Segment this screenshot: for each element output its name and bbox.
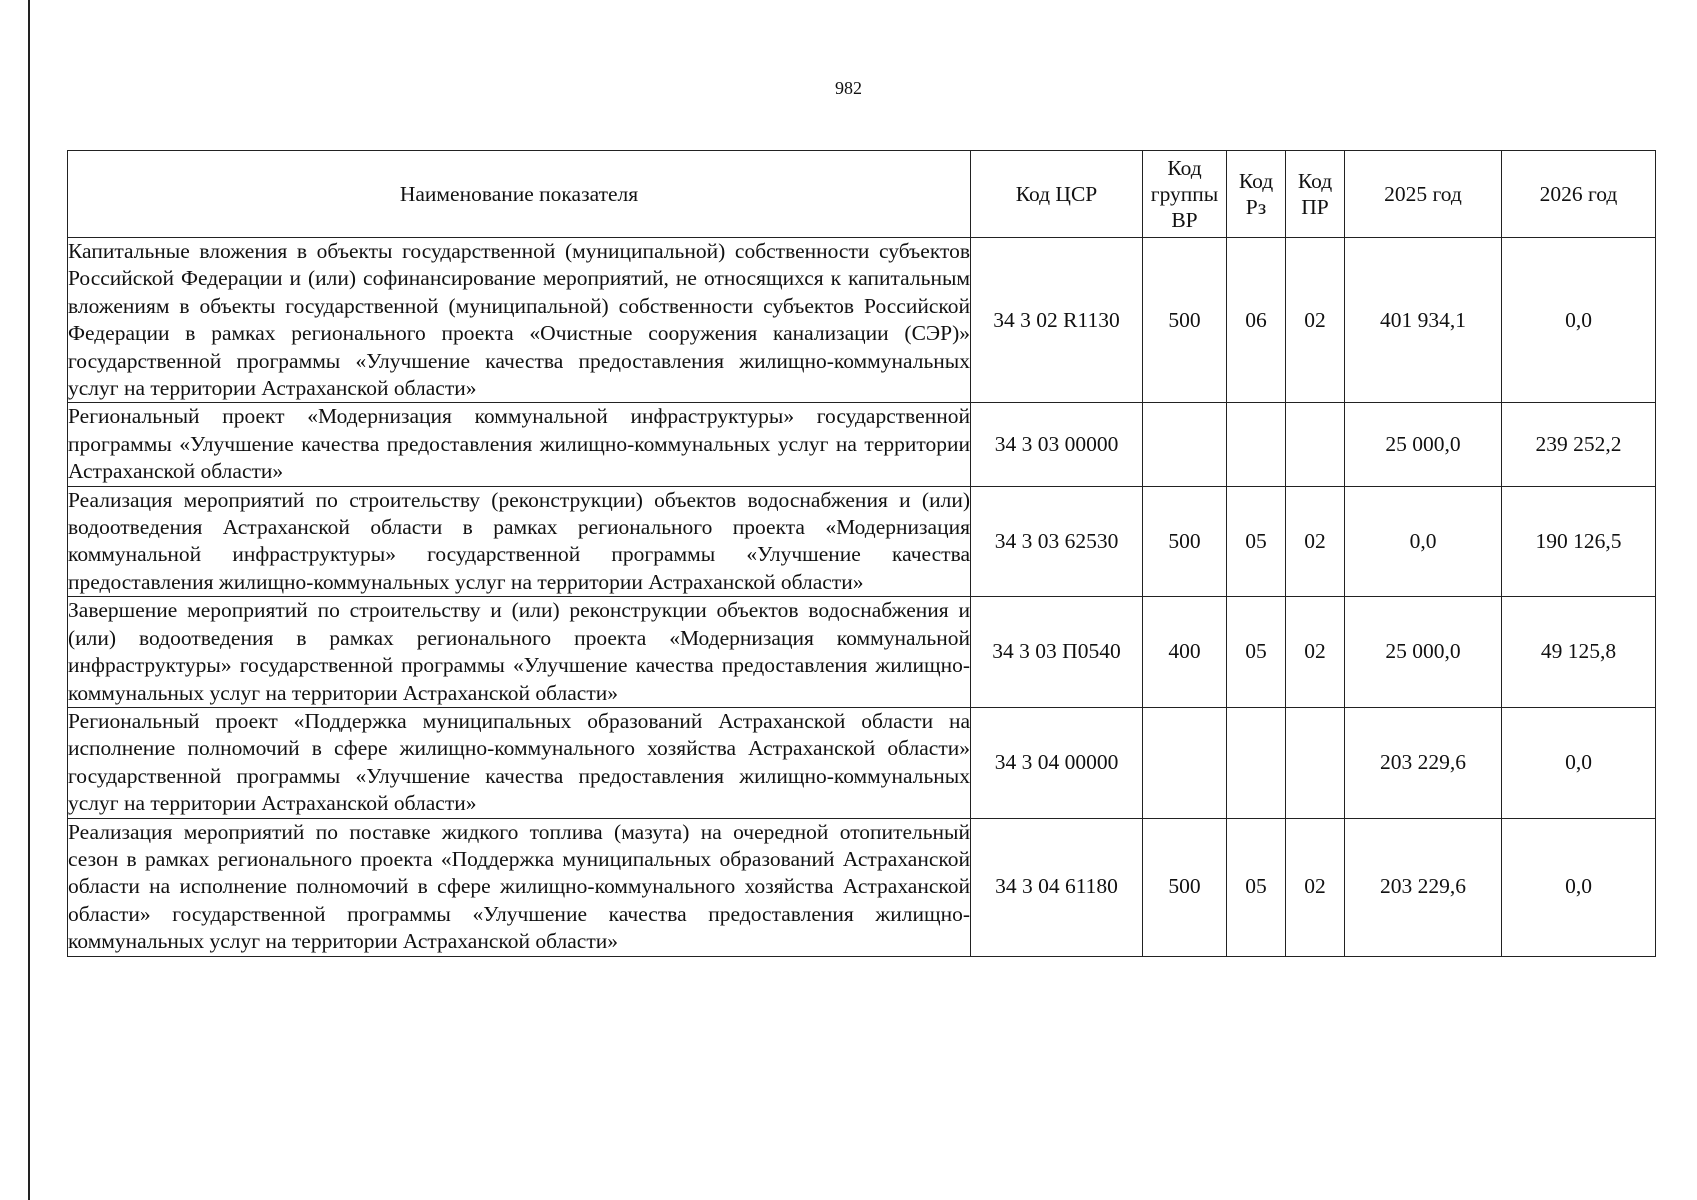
binding-margin-line xyxy=(28,0,30,1200)
row-pr-code: 02 xyxy=(1286,818,1345,956)
row-amount-2026: 190 126,5 xyxy=(1502,486,1656,597)
table-row xyxy=(68,707,1656,818)
row-rz-code xyxy=(1227,707,1286,818)
row-pr-code xyxy=(1286,403,1345,486)
row-amount-2025: 203 229,6 xyxy=(1345,818,1502,956)
budget-table xyxy=(67,150,1656,957)
table-row xyxy=(68,238,1656,403)
row-csr-code: 34 3 02 R1130 xyxy=(971,238,1143,403)
header-csr-code: Код ЦСР xyxy=(971,151,1143,238)
header-2025: 2025 год xyxy=(1345,151,1502,238)
table-row xyxy=(68,403,1656,486)
row-amount-2025: 401 934,1 xyxy=(1345,238,1502,403)
row-vr-code: 500 xyxy=(1143,818,1227,956)
row-name: Реализация мероприятий по поставке жидкого топлива (мазута) на очередной отопительный сезон в рамках регионального проекта «Поддержка муниципальных образований Астраханской области на исполнение полномочий в сфере жилищно-коммунального хозяйства Астраханской области» государственной программы «Улучшение качества предоставления жилищно-коммунальных услуг на территории Астраханской области» xyxy=(68,818,971,956)
row-amount-2025: 203 229,6 xyxy=(1345,707,1502,818)
row-pr-code xyxy=(1286,707,1345,818)
row-rz-code: 05 xyxy=(1227,597,1286,708)
row-amount-2026: 49 125,8 xyxy=(1502,597,1656,708)
row-amount-2025: 25 000,0 xyxy=(1345,403,1502,486)
row-name: Региональный проект «Модернизация коммунальной инфраструктуры» государственной программы «Улучшение качества предоставления жилищно-коммунальных услуг на территории Астраханской области» xyxy=(68,403,971,486)
row-csr-code: 34 3 04 61180 xyxy=(971,818,1143,956)
row-amount-2026: 0,0 xyxy=(1502,707,1656,818)
row-csr-code: 34 3 04 00000 xyxy=(971,707,1143,818)
row-rz-code: 05 xyxy=(1227,818,1286,956)
header-vr-code: Код группы ВР xyxy=(1143,151,1227,238)
header-rz-code: Код Рз xyxy=(1227,151,1286,238)
header-row xyxy=(68,151,1656,238)
row-csr-code: 34 3 03 00000 xyxy=(971,403,1143,486)
header-name: Наименование показателя xyxy=(68,151,971,238)
header-pr-code: Код ПР xyxy=(1286,151,1345,238)
row-pr-code: 02 xyxy=(1286,597,1345,708)
row-vr-code xyxy=(1143,707,1227,818)
row-vr-code: 500 xyxy=(1143,238,1227,403)
row-vr-code xyxy=(1143,403,1227,486)
row-csr-code: 34 3 03 П0540 xyxy=(971,597,1143,708)
row-amount-2025: 25 000,0 xyxy=(1345,597,1502,708)
page-number: 982 xyxy=(835,78,862,98)
row-amount-2026: 0,0 xyxy=(1502,238,1656,403)
row-amount-2026: 0,0 xyxy=(1502,818,1656,956)
row-name: Региональный проект «Поддержка муниципальных образований Астраханской области на исполнение полномочий в сфере жилищно-коммунального хозяйства Астраханской области» государственной программы «Улучшение качества предоставления жилищно-коммунальных услуг на территории Астраханской области» xyxy=(68,707,971,818)
row-rz-code: 06 xyxy=(1227,238,1286,403)
table-row xyxy=(68,597,1656,708)
header-2026: 2026 год xyxy=(1502,151,1656,238)
row-pr-code: 02 xyxy=(1286,238,1345,403)
row-rz-code xyxy=(1227,403,1286,486)
row-rz-code: 05 xyxy=(1227,486,1286,597)
row-vr-code: 500 xyxy=(1143,486,1227,597)
row-amount-2026: 239 252,2 xyxy=(1502,403,1656,486)
row-csr-code: 34 3 03 62530 xyxy=(971,486,1143,597)
row-pr-code: 02 xyxy=(1286,486,1345,597)
row-name: Капитальные вложения в объекты государственной (муниципальной) собственности субъектов Российской Федерации и (или) софинансирование мероприятий, не относящихся к капитальным вложениям в объекты государственной (муниципальной) собственности субъектов Российской Федерации в рамках регионального проекта «Очистные сооружения канализации (СЭР)» государственной программы «Улучшение качества предоставления жилищно-коммунальных услуг на территории Астраханской области» xyxy=(68,238,971,403)
row-name: Реализация мероприятий по строительству (реконструкции) объектов водоснабжения и (или) водоотведения Астраханской области в рамках регионального проекта «Модернизация коммунальной инфраструктуры» государственной программы «Улучшение качества предоставления жилищно-коммунальных услуг на территории Астраханской области» xyxy=(68,486,971,597)
table-row xyxy=(68,486,1656,597)
row-name: Завершение мероприятий по строительству и (или) реконструкции объектов водоснабжения и (или) водоотведения в рамках регионального проекта «Модернизация коммунальной инфраструктуры» государственной программы «Улучшение качества предоставления жилищно-коммунальных услуг на территории Астраханской области» xyxy=(68,597,971,708)
row-vr-code: 400 xyxy=(1143,597,1227,708)
table-row xyxy=(68,818,1656,956)
row-amount-2025: 0,0 xyxy=(1345,486,1502,597)
